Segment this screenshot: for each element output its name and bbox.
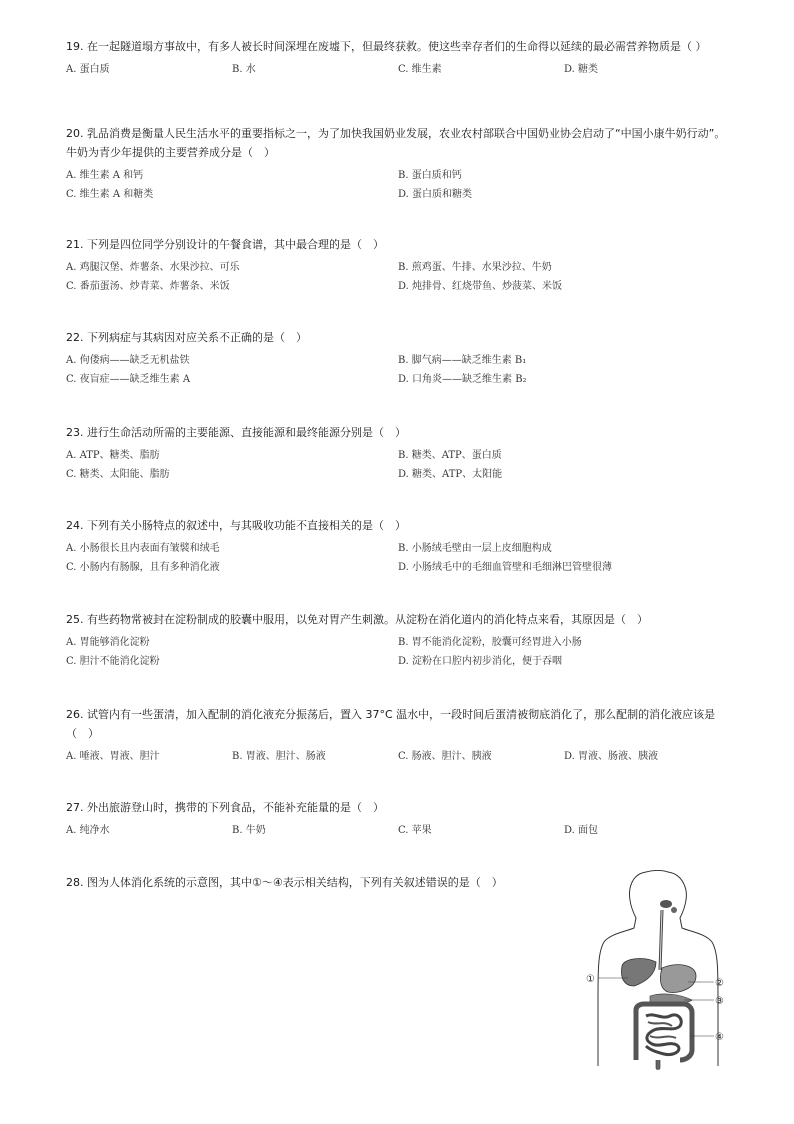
option-c[interactable]: C. 番茄蛋汤、炒青菜、炸薯条、米饭: [66, 281, 230, 292]
option-a[interactable]: A. 胃能够消化淀粉: [66, 637, 150, 648]
option-b[interactable]: B. 小肠绒毛壁由一层上皮细胞构成: [398, 543, 552, 554]
option-c[interactable]: C. 胆汁不能消化淀粉: [66, 656, 160, 667]
option-b[interactable]: B. 胃不能消化淀粉，胶囊可经胃进入小肠: [398, 637, 582, 648]
option-c[interactable]: C. 维生素 A 和糖类: [66, 189, 154, 200]
salivary-gland: [671, 907, 677, 913]
option-d[interactable]: D. 糖类: [564, 64, 599, 75]
option-d[interactable]: D. 糖类、ATP、太阳能: [398, 469, 503, 480]
options: [66, 633, 726, 671]
stomach: [660, 965, 696, 993]
question-24: [66, 516, 726, 577]
option-b[interactable]: B. 糖类、ATP、蛋白质: [398, 450, 502, 461]
options: [66, 351, 726, 389]
option-c[interactable]: C. 肠液、胆汁、胰液: [398, 751, 492, 762]
option-b[interactable]: B. 胃液、胆汁、肠液: [232, 751, 326, 762]
options: [66, 747, 726, 766]
question-21: [66, 235, 726, 296]
option-c[interactable]: C. 维生素: [398, 64, 442, 75]
question-stem: 28. 图为人体消化系统的示意图，其中①～④表示相关结构，下列有关叙述错误的是（ ）: [66, 876, 503, 889]
option-a[interactable]: A. 唾液、胃液、胆汁: [66, 751, 160, 762]
label-3: ③: [715, 996, 724, 1007]
mouth: [660, 900, 672, 908]
option-d[interactable]: D. 淀粉在口腔内初步消化，便于吞咽: [398, 656, 563, 667]
option-d[interactable]: D. 胃液、肠液、胰液: [564, 751, 659, 762]
question-26: [66, 705, 726, 766]
question-19: [66, 37, 726, 79]
option-a[interactable]: A. 纯净水: [66, 825, 110, 836]
option-b[interactable]: B. 水: [232, 64, 256, 75]
question-20: [66, 124, 726, 204]
option-d[interactable]: D. 口角炎——缺乏维生素 B₂: [398, 374, 527, 385]
option-b[interactable]: B. 煎鸡蛋、牛排、水果沙拉、牛奶: [398, 262, 552, 273]
question-stem: 19. 在一起隧道塌方事故中，有多人被长时间深埋在废墟下，但最终获救。使这些幸存者们的生命得以延续的最必需营养物质是（ ）: [66, 40, 707, 53]
option-c[interactable]: C. 小肠内有肠腺，且有多种消化液: [66, 562, 220, 573]
question-stem: 23. 进行生命活动所需的主要能源、直接能源和最终能源分别是（ ）: [66, 426, 406, 439]
option-a[interactable]: A. ATP、糖类、脂肪: [66, 450, 160, 461]
liver: [622, 959, 657, 986]
option-a[interactable]: A. 维生素 A 和钙: [66, 170, 144, 181]
option-d[interactable]: D. 炖排骨、红烧带鱼、炒菠菜、米饭: [398, 281, 563, 292]
question-27: [66, 798, 726, 840]
rectum: [656, 1060, 660, 1070]
question-stem: 25. 有些药物常被封在淀粉制成的胶囊中服用，以免对胃产生刺激。从淀粉在消化道内的消化特点来看，其原因是（ ）: [66, 613, 648, 626]
head-top: [646, 871, 668, 873]
option-d[interactable]: D. 小肠绒毛中的毛细血管壁和毛细淋巴管壁很薄: [398, 562, 613, 573]
option-b[interactable]: B. 脚气病——缺乏维生素 B₁: [398, 355, 527, 366]
question-stem: 24. 下列有关小肠特点的叙述中，与其吸收功能不直接相关的是（ ）: [66, 519, 406, 532]
option-a[interactable]: A. 蛋白质: [66, 64, 110, 75]
question-28: [66, 873, 566, 892]
digestive-system-diagram: [584, 870, 730, 1070]
option-c[interactable]: C. 夜盲症——缺乏维生素 A: [66, 374, 191, 385]
question-25: [66, 610, 726, 671]
option-a[interactable]: A. 佝偻病——缺乏无机盐铁: [66, 355, 190, 366]
question-stem: 20. 乳品消费是衡量人民生活水平的重要指标之一，为了加快我国奶业发展，农业农村部联合中国奶业协会启动了“中国小康牛奶行动”。牛奶为青少年提供的主要营养成分是（ ）: [66, 127, 726, 159]
label-2: ②: [715, 978, 724, 989]
options: [66, 60, 726, 79]
question-stem: 21. 下列是四位同学分别设计的午餐食谱，其中最合理的是（ ）: [66, 238, 384, 251]
label-1: ①: [586, 974, 595, 985]
option-c[interactable]: C. 苹果: [398, 825, 432, 836]
question-stem: 27. 外出旅游登山时，携带的下列食品，不能补充能量的是（ ）: [66, 801, 384, 814]
large-intestine: [636, 1004, 692, 1060]
options: [66, 539, 726, 577]
option-d[interactable]: D. 面包: [564, 825, 599, 836]
option-c[interactable]: C. 糖类、太阳能、脂肪: [66, 469, 170, 480]
question-stem: 22. 下列病症与其病因对应关系不正确的是（ ）: [66, 331, 307, 344]
label-4: ④: [715, 1032, 724, 1043]
options: [66, 446, 726, 484]
options: [66, 166, 726, 204]
option-a[interactable]: A. 鸡腿汉堡、炸薯条、水果沙拉、可乐: [66, 262, 240, 273]
options: [66, 821, 726, 840]
question-22: [66, 328, 726, 389]
question-stem: 26. 试管内有一些蛋清，加入配制的消化液充分振荡后，置入 37°C 温水中，一段时间后蛋清被彻底消化了，那么配制的消化液应该是（ ）: [66, 708, 716, 740]
option-b[interactable]: B. 蛋白质和钙: [398, 170, 462, 181]
option-a[interactable]: A. 小肠很长且内表面有皱襞和绒毛: [66, 543, 220, 554]
options: [66, 258, 726, 296]
option-d[interactable]: D. 蛋白质和糖类: [398, 189, 473, 200]
small-intestine: [646, 1015, 681, 1055]
question-23: [66, 423, 726, 484]
option-b[interactable]: B. 牛奶: [232, 825, 266, 836]
